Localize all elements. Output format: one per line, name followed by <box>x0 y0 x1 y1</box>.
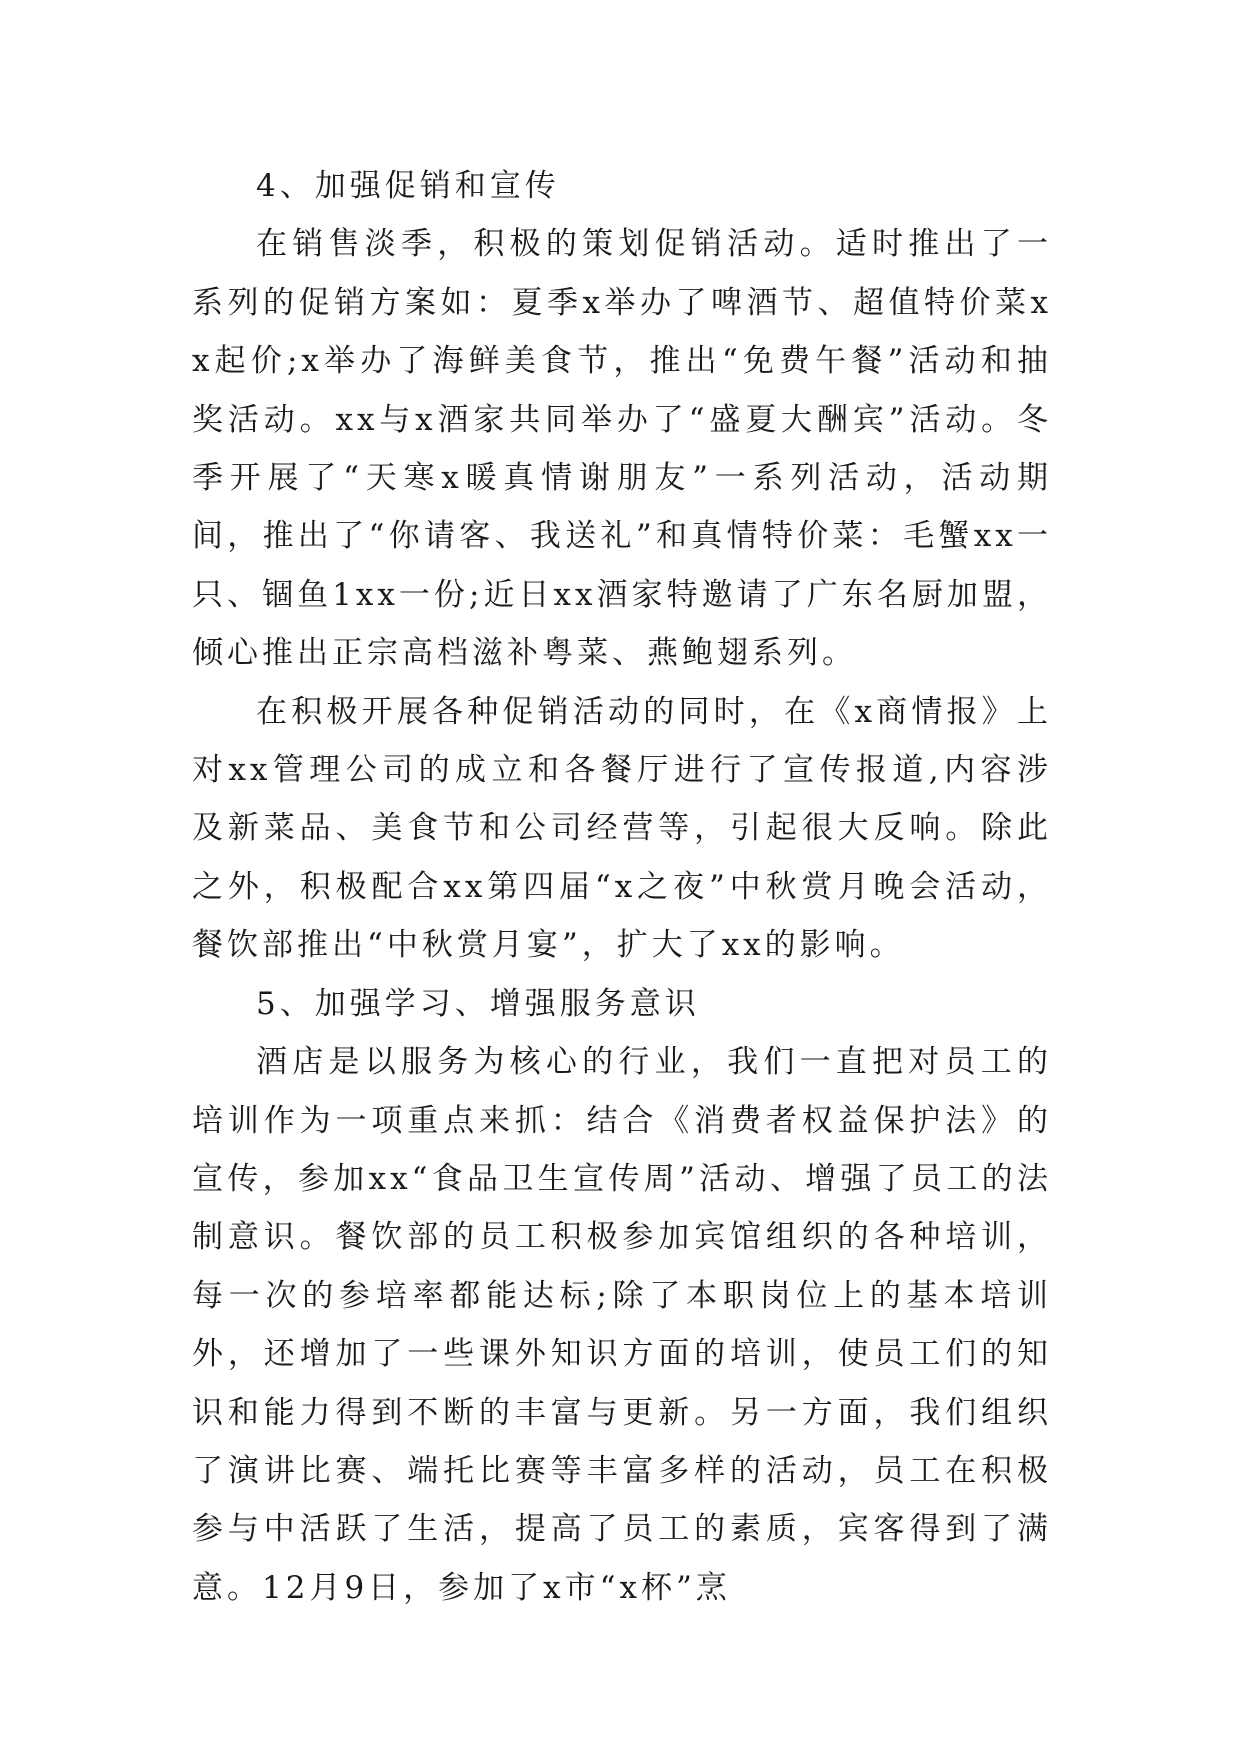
paragraph-promotion-activities: 在销售淡季，积极的策划促销活动。适时推出了一系列的促销方案如：夏季x举办了啤酒节、超值特价菜xx起价;x举办了海鲜美食节，推出“免费午餐”活动和抽奖活动。xx与x酒家共同举办了“盛夏大酬宾”活动。冬季开展了“天寒x暖真情谢朋友”一系列活动，活动期间，推出了“你请客、我送礼”和真情特价菜：毛蟹xx一只、锢鱼1xx一份;近日xx酒家特邀请了广东名厨加盟，倾心推出正宗高档滋补粤菜、燕鲍翅系列。 <box>192 226 1052 672</box>
paragraph-publicity: 在积极开展各种促销活动的同时，在《x商情报》上对xx管理公司的成立和各餐厅进行了宣传报道,内容涉及新菜品、美食节和公司经营等，引起很大反响。除此之外，积极配合xx第四届“x之夜”中秋赏月晚会活动，餐饮部推出“中秋赏月宴”，扩大了xx的影响。 <box>192 693 1052 964</box>
section-heading-promotion: 4、加强促销和宣传 <box>256 168 560 204</box>
document-body <box>192 157 1052 1617</box>
section-heading-training: 5、加强学习、增强服务意识 <box>256 985 700 1022</box>
paragraph-staff-training: 酒店是以服务为核心的行业，我们一直把对员工的培训作为一项重点来抓：结合《消费者权益保护法》的宣传，参加xx“食品卫生宣传周”活动、增强了员工的法制意识。餐饮部的员工积极参加宾馆组织的各种培训，每一次的参培率都能达标;除了本职岗位上的基本培训外，还增加了一些课外知识方面的培训，使员工们的知识和能力得到不断的丰富与更新。另一方面，我们组织了演讲比赛、端托比赛等丰富多样的活动，员工在积极参与中活跃了生活，提高了员工的素质，宾客得到了满意。12月9日，参加了x市“x杯”烹 <box>192 1044 1052 1606</box>
